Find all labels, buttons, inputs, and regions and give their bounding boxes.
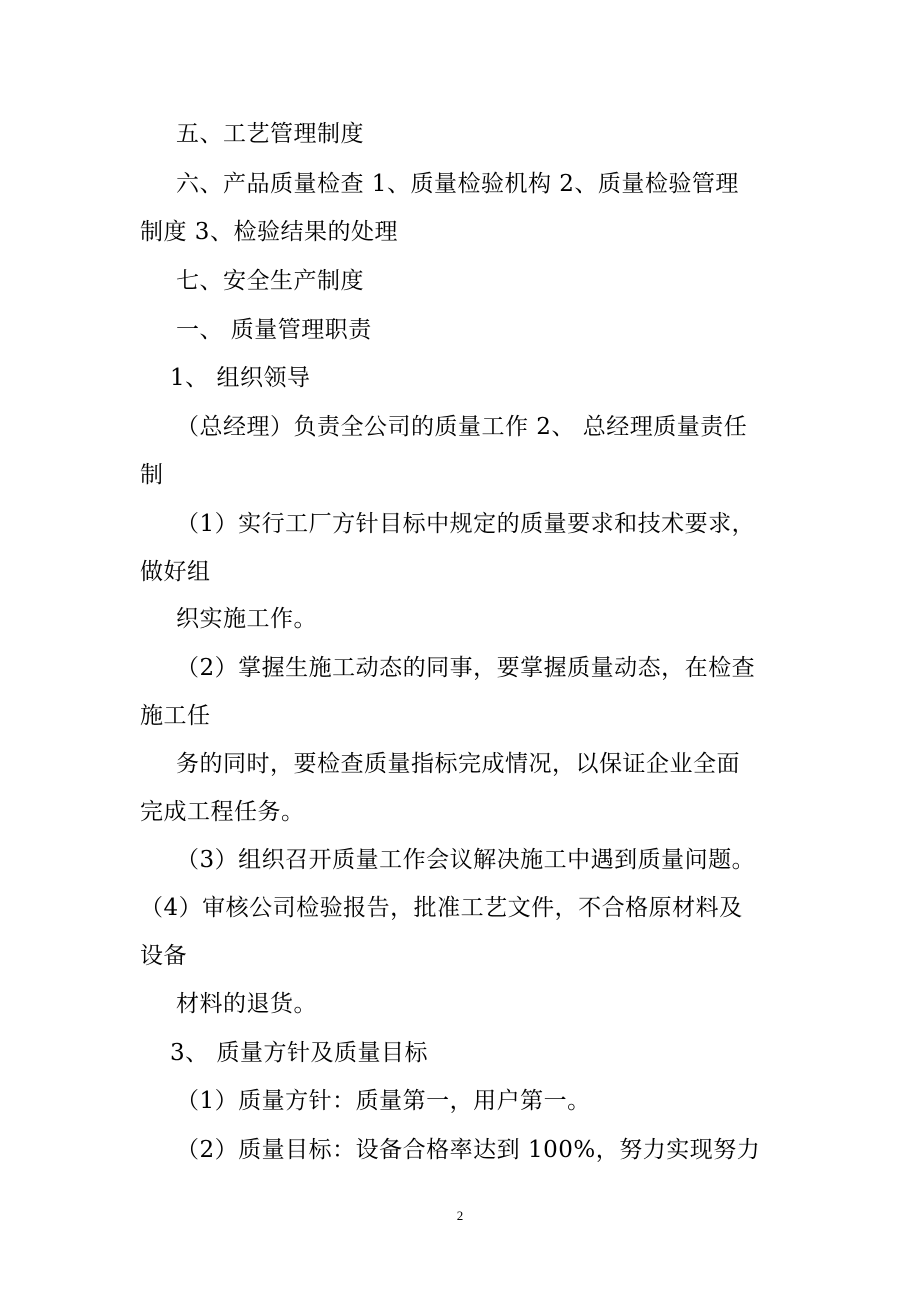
text-line: 五、工艺管理制度 bbox=[176, 121, 364, 147]
page-number: 2 bbox=[456, 1208, 464, 1223]
text-line: 设备 bbox=[140, 943, 187, 969]
text-line: （3）组织召开质量工作会议解决施工中遇到质量问题。 bbox=[176, 847, 756, 873]
text-line: 一、 质量管理职责 bbox=[176, 317, 372, 343]
text-line: （2）掌握生施工动态的同事，要掌握质量动态，在检查 bbox=[176, 655, 756, 681]
text-line: 材料的退货。 bbox=[176, 991, 317, 1017]
text-line: 织实施工作。 bbox=[176, 606, 317, 632]
text-line: （1）实行工厂方针目标中规定的质量要求和技术要求， bbox=[176, 511, 756, 537]
text-line: （2）质量目标：设备合格率达到 100%，努力实现努力 bbox=[176, 1137, 761, 1163]
text-line: 施工任 bbox=[140, 703, 211, 729]
text-line: （4）审核公司检验报告，批准工艺文件，不合格原材料及 bbox=[140, 895, 743, 921]
text-line: 1、 组织领导 bbox=[170, 365, 311, 391]
text-line: （1）质量方针：质量第一，用户第一。 bbox=[176, 1088, 591, 1114]
text-line: 制度 3、检验结果的处理 bbox=[140, 219, 398, 245]
text-line: 务的同时，要检查质量指标完成情况，以保证企业全面 bbox=[176, 751, 740, 777]
text-line: 做好组 bbox=[140, 559, 211, 585]
text-line: 完成工程任务。 bbox=[140, 799, 305, 825]
text-line: （总经理）负责全公司的质量工作 2、 总经理质量责任 bbox=[176, 414, 748, 440]
text-line: 六、产品质量检查 1、质量检验机构 2、质量检验管理 bbox=[176, 171, 739, 197]
text-line: 七、安全生产制度 bbox=[176, 268, 364, 294]
text-line: 制 bbox=[140, 462, 164, 488]
text-line: 3、 质量方针及质量目标 bbox=[170, 1040, 428, 1066]
